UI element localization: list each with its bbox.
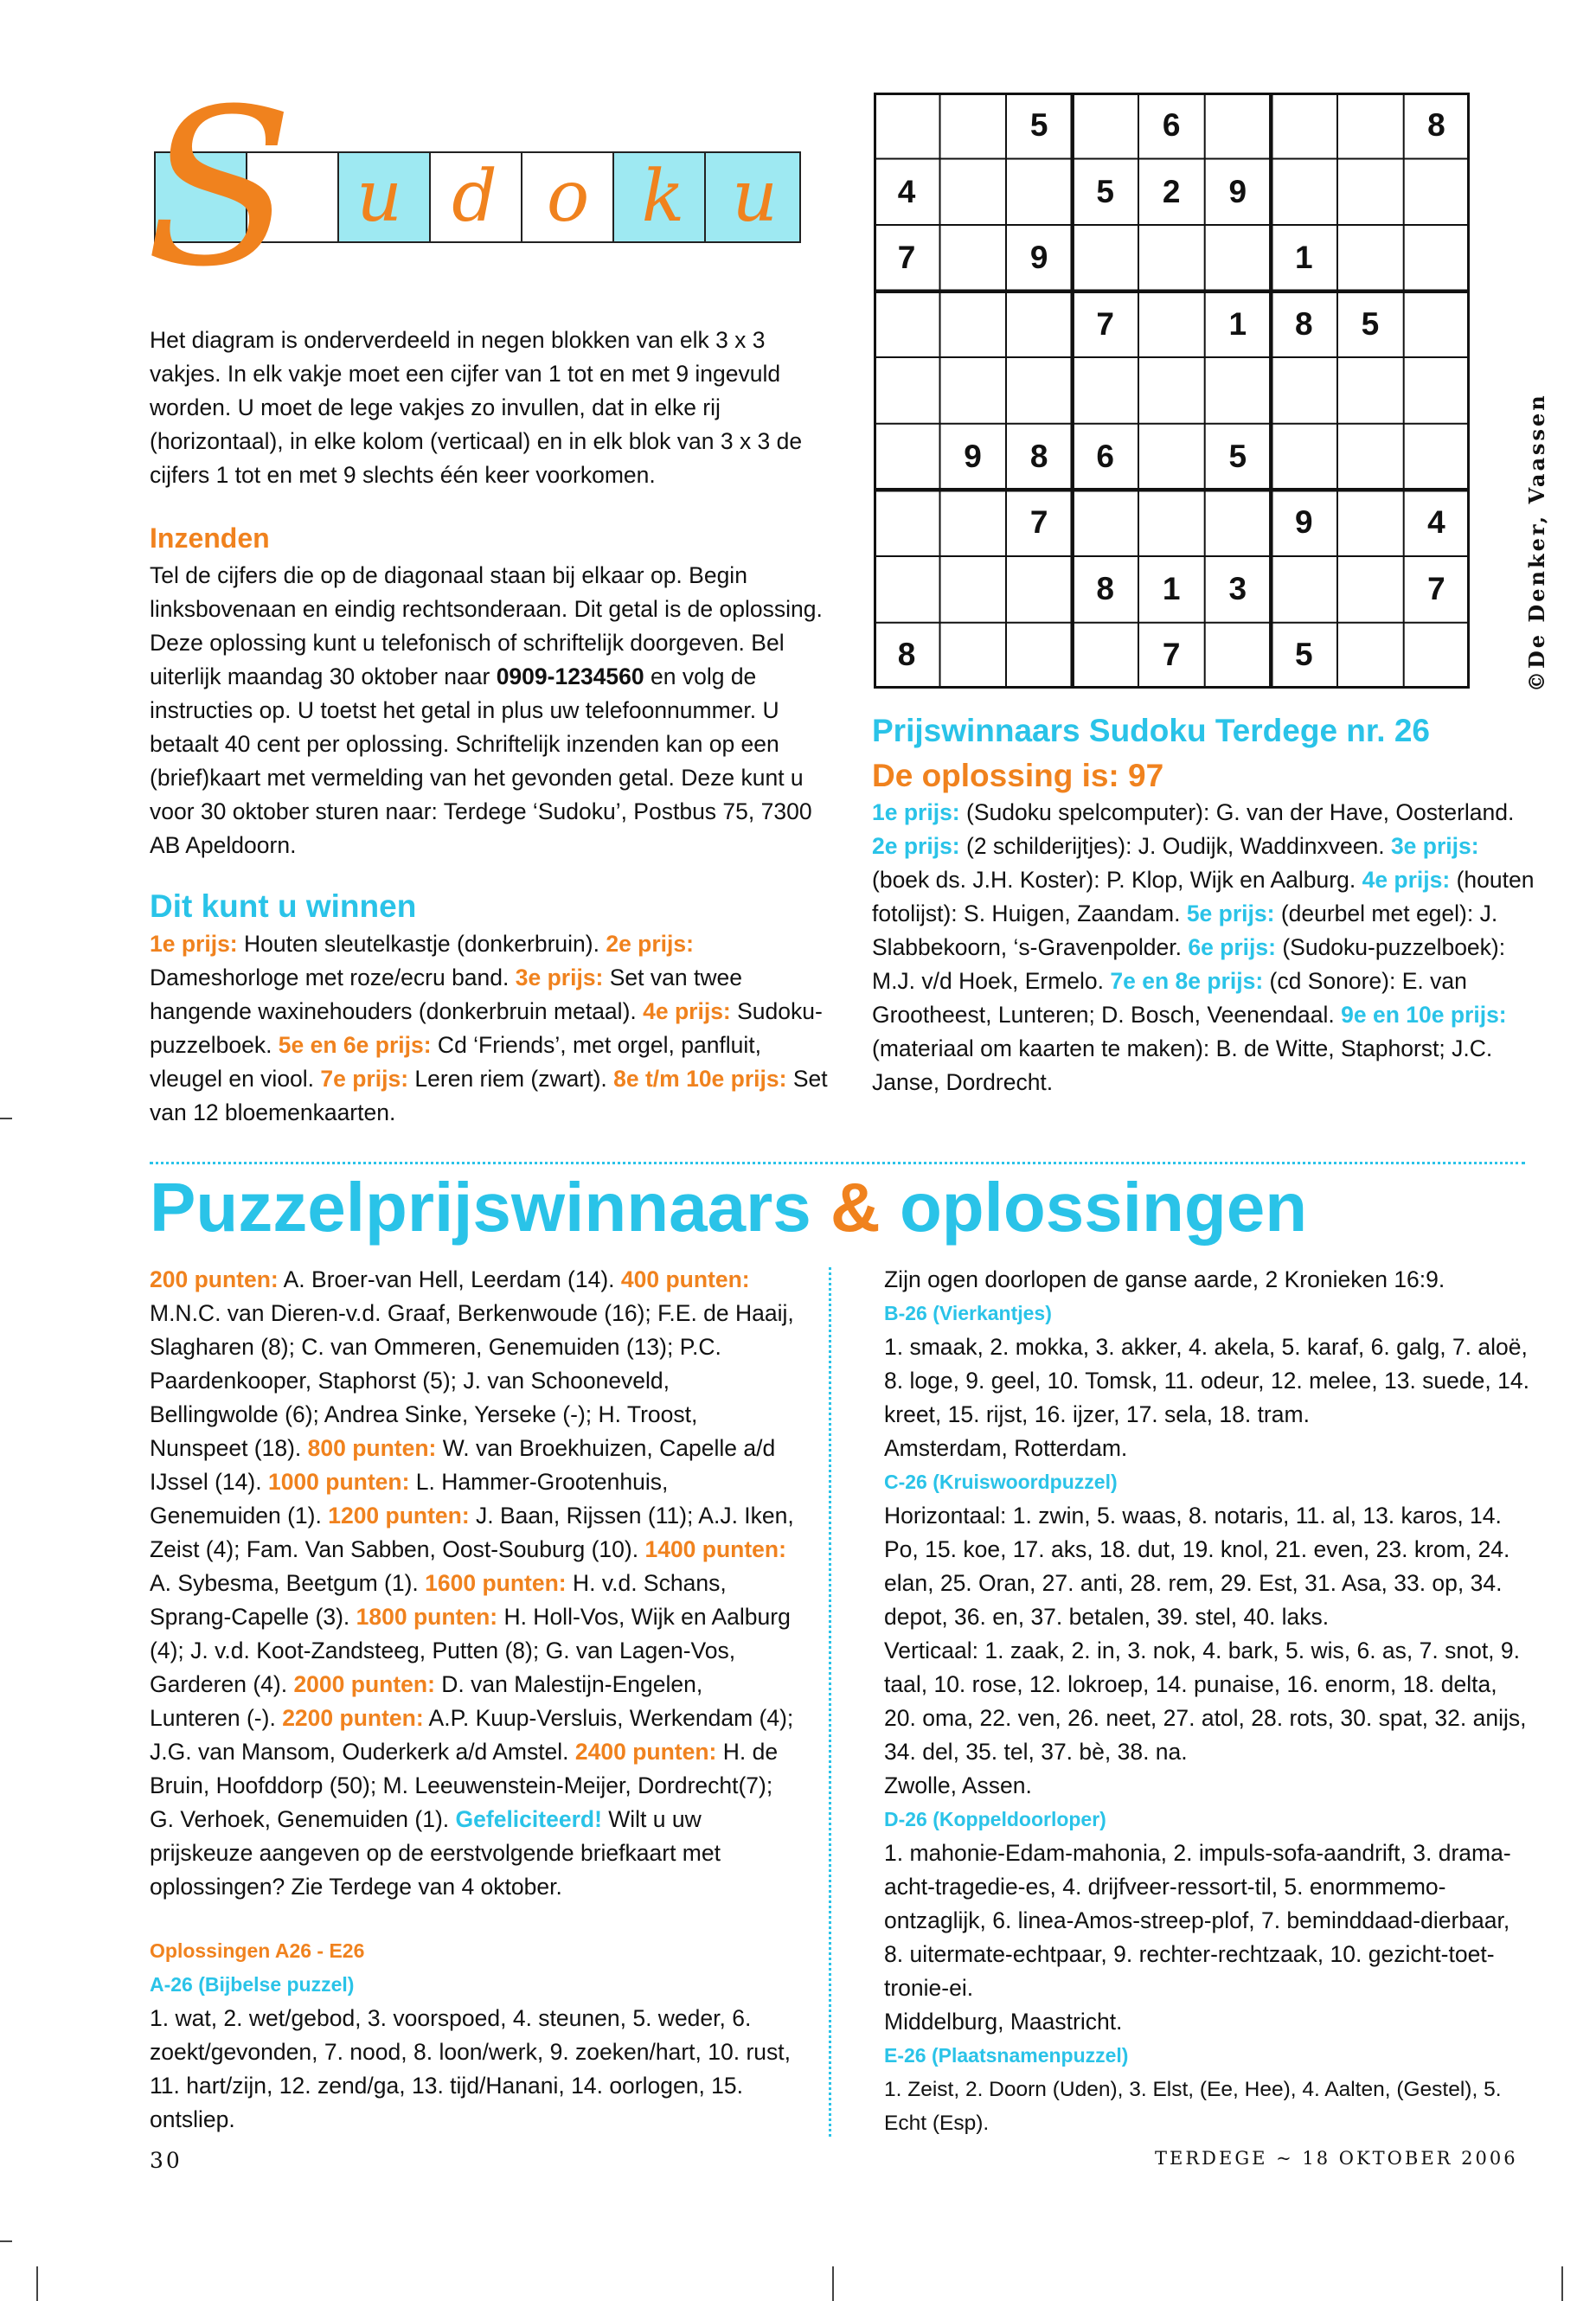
sudoku-cell [1073,225,1138,291]
sudoku-cell [1006,357,1072,423]
sudoku-cell: 4 [1427,504,1445,541]
solution-heading: De oplossing is: 97 [872,758,1164,793]
c26-text [884,1499,1533,1803]
sudoku-cell [940,556,1006,622]
sudoku-cell: 7 [1162,637,1181,673]
sudoku-cell [940,490,1006,555]
winner-text: (materiaal om kaarten te maken): B. de Witte, Staphorst; J.C. Janse, Dordrecht. [872,1035,1493,1095]
prize-text: Dameshorloge met roze/ecru band. [150,965,516,990]
sudoku-cell [1138,490,1204,555]
sudoku-cell [1073,622,1138,688]
winner-label: 5e prijs: [1186,901,1275,926]
sudoku-cell [1337,622,1403,688]
logo-letter-d: d [452,156,497,238]
b26-text [884,1330,1533,1465]
sudoku-cell [1403,292,1469,357]
sudoku-cell: 9 [1228,173,1247,209]
sudoku-cell [1006,622,1072,688]
sudoku-cell: 5 [1029,107,1048,143]
winner-text: (cd Sonore): E. van Grootheest, Lunteren; D. Bosch, Veenendaal. [872,968,1467,1028]
sudoku-cell [1271,159,1336,225]
sudoku-cell [940,357,1006,423]
points-names: H. v.d. Schans, Sprang-Capelle (3). [150,1570,727,1630]
magazine-info: TERDEGE ~ 18 OKTOBER 2006 [1155,2148,1518,2169]
winner-label: 1e prijs: [872,799,960,825]
solutions-heading: Oplossingen A26 - E26 [150,1939,365,1962]
winner-text: (Sudoku-puzzelboek): M.J. v/d Hoek, Ermelo. [872,934,1506,994]
winner-label: 9e en 10e prijs: [1341,1002,1507,1028]
sudoku-cell [1205,93,1271,158]
sudoku-cell [940,93,1006,158]
sudoku-cell [1073,357,1138,423]
crop-mark [0,2240,12,2242]
points-names: A. Sybesma, Beetgum (1). [150,1570,426,1596]
points-names: A. Broer-van Hell, Leerdam (14). [278,1266,621,1292]
prize-label: 2e prijs: [606,931,694,957]
sudoku-cell: 5 [1096,173,1114,209]
winner-text: (boek ds. J.H. Koster): P. Klop, Wijk en Aalburg. [872,867,1362,893]
sudoku-cell [1337,93,1403,158]
logo-letter-o: o [546,156,590,238]
sudoku-cell [1073,490,1138,555]
e26-title: E-26 (Plaatsnamenpuzzel) [884,2044,1129,2067]
points-names: A.P. Kuup-Versluis, Werkendam (4); J.G. van Mansom, Ouderkerk a/d Amstel. [150,1705,794,1765]
d26-solution: Middelburg, Maastricht. [884,2009,1123,2035]
sudoku-cell [874,556,939,622]
crop-mark [832,2266,834,2301]
winner-text: (deurbel met egel): J. Slabbekoorn, ‘s-Gravenpolder. [872,901,1498,960]
points-names: D. van Malestijn-Engelen, Lunteren (-). [150,1671,703,1731]
sudoku-cell [1337,357,1403,423]
winner-text: (Sudoku spelcomputer): G. van der Have, Oosterland. [959,799,1515,825]
sudoku-cell: 8 [1029,438,1048,474]
points-label: 800 punten: [307,1435,437,1461]
a26-text: 1. wat, 2. wet/gebod, 3. voorspoed, 4. steunen, 5. weder, 6. zoekt/gevonden, 7. nood, 8. loon/werk, 9. zoeken/hart, 10. rust, 11. hart/zijn, 12. zend/ga, 13. tijd/Hanani, 14. oorlogen, 15. ontsliep. [150,2005,791,2132]
prize-text: Set van twee hangende waxinehouders (donkerbruin metaal). [150,965,742,1024]
sudoku-cell [1138,292,1204,357]
c26-solution: Zwolle, Assen. [884,1772,1032,1798]
points-names: L. Hammer-Grootenhuis, Genemuiden (1). [150,1469,669,1529]
sudoku-cell [1337,556,1403,622]
sudoku-cell [1006,159,1072,225]
points-label: 1800 punten: [356,1604,498,1630]
sudoku-cell: 9 [1295,504,1313,541]
prize-label: 4e prijs: [643,998,731,1024]
sudoku-cell: 8 [1096,570,1114,606]
sudoku-cell: 3 [1228,570,1247,606]
d26-answers: 1. mahonie-Edam-mahonia, 2. impuls-sofa-aandrift, 3. drama-acht-tragedie-es, 4. drijfveer-ressort-til, 5. enormmemo-ontzaglijk, 6. linea-Amos-streep-plof, 7. beminddaad-dierbaar, 8. uitermate-echtpaar, 9. rechter-rechtzaak, 10. gezicht-toet-tronie-ei. [884,1840,1511,2001]
sudoku-cell: 4 [897,173,916,209]
e26-text: 1. Zeist, 2. Doorn (Uden), 3. Elst, (Ee, Hee), 4. Aalten, (Gestel), 5. Echt (Esp). [884,2078,1502,2135]
sudoku-cell: 7 [1096,305,1114,342]
sudoku-cell [1271,93,1336,158]
crop-mark [0,1118,12,1119]
winners-heading: Prijswinnaars Sudoku Terdege nr. 26 [872,713,1430,748]
winners-text [872,796,1538,1099]
sudoku-cell: 7 [1029,504,1048,541]
winner-text: (2 schilderijtjes): J. Oudijk, Waddinxveen. [959,833,1391,859]
sudoku-cell [1006,556,1072,622]
points-label: 2400 punten: [574,1739,717,1765]
prize-label: 3e prijs: [515,965,604,990]
b26-answers: 1. smaak, 2. mokka, 3. akker, 4. akela, 5. karaf, 6. galg, 7. aloë, 8. loge, 9. geel, 10. Tomsk, 11. odeur, 12. melee, 13. suede, 14. kreet, 15. rijst, 16. ijzer, 17. sela, 18. tram. [884,1334,1529,1427]
winner-label: 7e en 8e prijs: [1110,968,1264,994]
sudoku-cell [1271,357,1336,423]
sudoku-cell [1073,93,1138,158]
sudoku-cell [1205,622,1271,688]
sudoku-grid [874,93,1470,689]
points-names: H. Holl-Vos, Wijk en Aalburg (4); J. v.d. Koot-Zandsteeg, Putten (8); G. van Lagen-Vos, Garderen (4). [150,1604,791,1697]
column-divider [829,1267,831,2137]
sudoku-cell: 5 [1228,438,1247,474]
points-text [150,1263,794,1904]
crop-mark [36,2266,38,2301]
points-label: 2200 punten: [282,1705,424,1731]
sudoku-cell [1337,424,1403,490]
inzenden-text [150,559,837,862]
prize-text: Sudoku-puzzelboek. [150,998,823,1058]
logo-letter-s: S [145,62,294,314]
sudoku-cell: 1 [1228,305,1247,342]
sudoku-cell [1403,357,1469,423]
sudoku-cell [1403,225,1469,291]
prize-text: Houten sleutelkastje (donkerbruin). [237,931,606,957]
winner-label: 2e prijs: [872,833,960,859]
sudoku-cell: 7 [1427,570,1445,606]
logo-letter-k: k [641,156,685,238]
sudoku-cell [1271,424,1336,490]
puzzel-title-amp: & [830,1169,881,1246]
points-names: J. Baan, Rijssen (11); A.J. Iken, Zeist (4); Fam. Van Sabben, Oost-Souburg (10). [150,1503,794,1562]
sudoku-cell [1205,490,1271,555]
c26-title: C-26 (Kruiswoordpuzzel) [884,1471,1118,1493]
sudoku-cell: 1 [1162,570,1181,606]
prize-text: Set van 12 bloemenkaarten. [150,1066,828,1125]
sudoku-cell: 1 [1295,240,1313,276]
sudoku-cell: 7 [897,240,916,276]
sudoku-cell [1337,225,1403,291]
sudoku-cell: 8 [897,637,916,673]
b26-title: B-26 (Vierkantjes) [884,1302,1052,1324]
prize-text: Cd ‘Friends’, met orgel, panfluit, vleugel en viool. [150,1032,762,1092]
sudoku-cell [1138,225,1204,291]
winner-text: (houten fotolijst): S. Huigen, Zaandam. [872,867,1535,926]
winner-label: 3e prijs: [1390,833,1479,859]
sudoku-cell: 8 [1427,107,1445,143]
sudoku-cell [874,424,939,490]
winnen-heading: Dit kunt u winnen [150,888,417,924]
points-label: 1200 punten: [328,1503,470,1529]
sudoku-cell [874,292,939,357]
sudoku-cell: 8 [1295,305,1313,342]
sudoku-cell [1337,490,1403,555]
prize-label: 1e prijs: [150,931,238,957]
inzenden-text-2: en volg de instructies op. U toetst het getal in plus uw telefoonnummer. U betaalt 40 cent per oplossing. Schriftelijk inzenden kan op een (brief)kaart met vermelding van het gevonden getal. Deze kunt u voor 30 oktober sturen naar: Terdege ‘Sudoku’, Postbus 75, 7300 AB Apeldoorn. [150,663,812,858]
sudoku-cell: 6 [1162,107,1181,143]
c26-vertical: Verticaal: 1. zaak, 2. in, 3. nok, 4. bark, 5. wis, 6. as, 7. snot, 9. taal, 10. rose, 12. lokroep, 14. punaise, 16. enorm, 18. delta, 20. oma, 22. ven, 26. neet, 27. atol, 28. rots, 30. spat, 32. anijs, 34. del, 35. tel, 37. bè, 38. na. [884,1638,1527,1765]
prize-label: 8e t/m 10e prijs: [613,1066,787,1092]
points-label: 1000 punten: [267,1469,410,1495]
points-names: H. de Bruin, Hoofddorp (50); M. Leeuwenstein-Meijer, Dordrecht(7); G. Verhoek, Genemuiden (1). [150,1739,779,1832]
points-names: M.N.C. van Dieren-v.d. Graaf, Berkenwoude (16); F.E. de Haaij, Slagharen (8); C. van Ommeren, Genemuiden (13); P.C. Paardenkooper, Staphorst (5); J. van Schooneveld, Bellingwolde (6); Andrea Sinke, Yerseke (-); H. Troost, Nunspeet (18). [150,1300,794,1461]
intro-text: Het diagram is onderverdeeld in negen blokken van elk 3 x 3 vakjes. In elk vakje moet een cijfer van 1 tot en met 9 ingevuld worden. U moet de lege vakjes zo invullen, dat in elke rij (horizontaal), in elke kolom (verticaal) en in elk blok van 3 x 3 de cijfers 1 tot en met 9 slechts één keer voorkomen. [150,327,803,488]
sudoku-cell [1138,357,1204,423]
sudoku-cell [1403,424,1469,490]
winnen-text [150,927,837,1130]
prize-text: Leren riem (zwart). [408,1066,614,1092]
sudoku-cell: 6 [1096,438,1114,474]
sudoku-credit: ©De Denker, Vaassen [1524,393,1549,692]
sudoku-cell: 9 [964,438,982,474]
sudoku-cell: 2 [1162,173,1181,209]
puzzel-title [150,1166,1307,1249]
sudoku-cell [874,490,939,555]
sudoku-cell [1403,622,1469,688]
a26-continuation: Zijn ogen doorlopen de ganse aarde, 2 Kronieken 16:9. [884,1266,1445,1292]
sudoku-cell [1337,159,1403,225]
c26-horizontal: Horizontaal: 1. zwin, 5. waas, 8. notaris, 11. al, 13. karos, 14. Po, 15. koe, 17. aks, 18. dut, 19. knol, 21. even, 23. krom, 24. elan, 25. Oran, 27. anti, 28. rem, 29. Est, 31. Asa, 33. op, 34. depot, 36. en, 37. betalen, 39. stel, 40. laks. [884,1503,1510,1630]
crop-mark [1561,2266,1563,2301]
inzenden-heading: Inzenden [150,522,270,554]
d26-title: D-26 (Koppeldoorloper) [884,1808,1106,1830]
sudoku-cell [940,292,1006,357]
prize-label: 5e en 6e prijs: [278,1032,432,1058]
sudoku-cell [940,159,1006,225]
winner-label: 4e prijs: [1362,867,1451,893]
d26-text [884,1836,1533,2039]
sudoku-cell [940,622,1006,688]
points-names: W. van Broekhuizen, Capelle a/d IJssel (14). [150,1435,776,1495]
sudoku-cell [940,225,1006,291]
sudoku-cell [1205,225,1271,291]
points-label: 400 punten: [620,1266,750,1292]
sudoku-cell: 5 [1295,637,1313,673]
sudoku-cell: 9 [1029,240,1048,276]
sudoku-cell [1205,357,1271,423]
a26-title: A-26 (Bijbelse puzzel) [150,1973,355,1996]
points-label: 2000 punten: [293,1671,435,1697]
sudoku-cell [1006,292,1072,357]
winner-label: 6e prijs: [1188,934,1276,960]
phone-number: 0909-1234560 [496,663,644,689]
sudoku-cell [874,93,939,158]
section-divider [150,1162,1525,1164]
puzzel-title-part-2: oplossingen [899,1169,1308,1246]
logo-letter-u: u [356,156,402,238]
sudoku-cell: 5 [1361,305,1380,342]
prize-label: 7e prijs: [320,1066,409,1092]
logo-letter-u2: u [732,156,778,238]
page-number: 30 [150,2148,183,2173]
sudoku-cell [1271,556,1336,622]
points-label: 1400 punten: [644,1536,786,1562]
puzzel-title-part-1: Puzzelprijswinnaars [150,1169,811,1246]
inzenden-text-1: Tel de cijfers die op de diagonaal staan bij elkaar op. Begin linksbovenaan en eindig rechtsonderaan. Dit getal is de oplossing. Deze oplossing kunt u telefonisch of schriftelijk doorgeven. Bel uiterlijk maandag 30 oktober naar [150,562,823,689]
sudoku-cell [874,357,939,423]
points-label: 200 punten: [150,1266,279,1292]
points-label: 1600 punten: [425,1570,567,1596]
b26-solution: Amsterdam, Rotterdam. [884,1435,1128,1461]
congrats-label: Gefeliciteerd! [455,1806,602,1832]
sudoku-cell [1403,159,1469,225]
sudoku-cell [1138,424,1204,490]
congrats-text: Wilt u uw prijskeuze aangeven op de eerstvolgende briefkaart met oplossingen? Zie Terdege van 4 oktober. [150,1806,721,1900]
